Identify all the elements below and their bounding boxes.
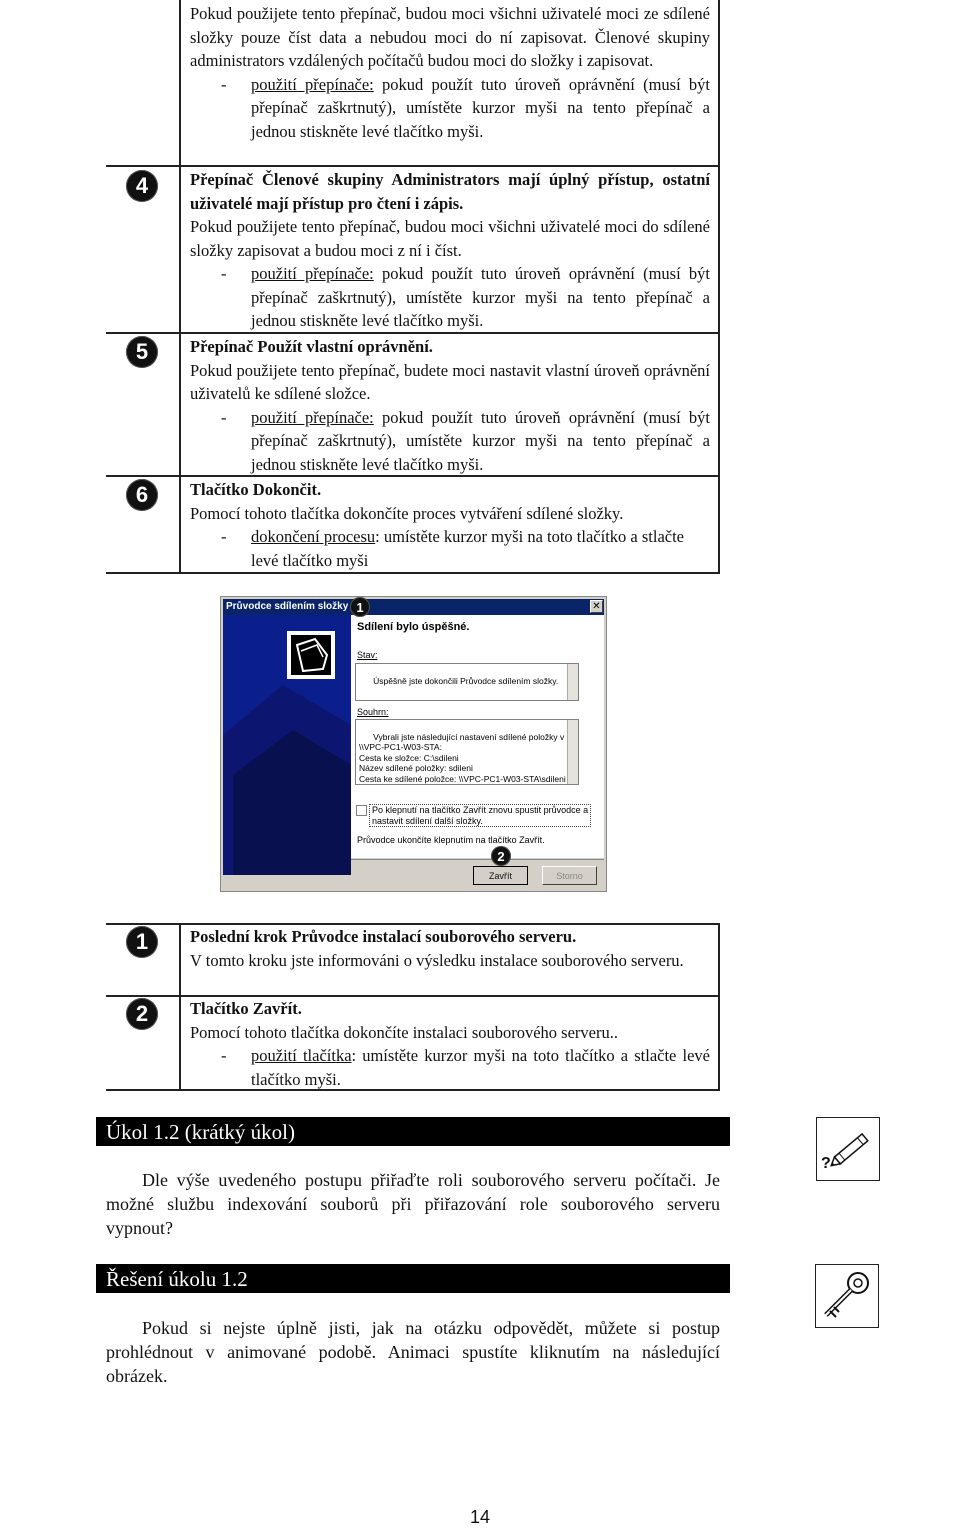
key-icon — [815, 1264, 879, 1328]
task-heading: Úkol 1.2 (krátký úkol) — [96, 1117, 730, 1146]
dialog-title-bar — [223, 599, 604, 615]
bullet-link: použití přepínače: — [251, 264, 374, 283]
table-row — [190, 2, 710, 143]
bullet-item: - použití přepínače: pokud použít tuto úroveň oprávnění (musí být přepínač zaškrtnutý), umístěte kurzor myši na tento přepínač a jednou stiskněte levé tlačítko myši. — [221, 264, 710, 330]
bullet-link: použití přepínače: — [251, 407, 374, 427]
svg-text:?: ? — [821, 1155, 831, 1172]
bullet-link: použití přepínače: — [251, 74, 374, 94]
row-title: Tlačítko Dokončit. — [190, 480, 322, 499]
bullet-item: - použití přepínače: pokud použít tuto úroveň oprávnění (musí být přepínač zaškrtnutý), umístěte kurzor myši na tento přepínač a jednou stiskněte levé tlačítko myši. — [221, 407, 710, 474]
question-pencil-icon — [816, 1117, 880, 1181]
row-title: Tlačítko Zavřít. — [190, 999, 302, 1018]
bullet-text: pokud použít tuto úroveň oprávnění (musí být přepínač zaškrtnutý), umístěte kurzor myši na tento přepínač a jednou stiskněte levé tlačítko myši. — [251, 74, 710, 141]
task-text: Dle výše uvedeného postupu přiřaďte roli souborového serveru počítači. Je možné službu indexování souborů při přiřazování role souborového serveru vypnout? — [106, 1170, 720, 1238]
wizard-content — [351, 615, 604, 858]
row-title: Přepínač Použít vlastní oprávnění. — [190, 337, 433, 356]
bullet-link: dokončení procesu — [251, 527, 376, 546]
page-number: 14 — [469, 1507, 491, 1527]
scrollbar[interactable] — [567, 720, 578, 784]
dialog-title: Průvodce sdílením složky — [226, 601, 349, 612]
marker-1-badge: 1 — [350, 597, 370, 617]
row-text: Pokud použijete tento přepínač, budou moci všichni uživatelé moci do sdílené složky zapisovat a budou moci z ní i číst. — [190, 217, 710, 260]
row-text: Pomocí tohoto tlačítka dokončíte instalaci souborového serveru.. — [190, 1022, 618, 1042]
table-row — [190, 925, 710, 972]
bullet-text: : umístěte kurzor myši na toto tlačítko a stlačte levé tlačítko myši. — [251, 1046, 710, 1089]
summary-label: Souhrn: — [357, 707, 389, 717]
wizard-footer-text: Průvodce ukončíte klepnutím na tlačítko Zavřít. — [357, 835, 545, 845]
row-title: Přepínač Členové skupiny Administrators mají úplný přístup, ostatní uživatelé mají přístup pro čtení i zápis. — [190, 170, 710, 213]
bullet-text: pokud použít tuto úroveň oprávnění (musí být přepínač zaškrtnutý), umístěte kurzor myši na tento přepínač a jednou stiskněte levé tlačítko myši. — [251, 264, 710, 330]
summary-textbox[interactable] — [355, 719, 579, 785]
table-row — [190, 997, 710, 1091]
bullet-item: - dokončení procesu: umístěte kurzor myši na toto tlačítko a stlačte levé tlačítko myši — [221, 527, 685, 570]
restart-wizard-checkbox[interactable] — [356, 805, 367, 816]
marker-2-badge: 2 — [491, 846, 511, 866]
close-button[interactable]: Zavřít — [473, 866, 528, 885]
wizard-sidebar — [223, 615, 351, 875]
step-1-badge: 1 — [126, 926, 158, 958]
table-row — [190, 168, 710, 333]
bullet-item: - použití tlačítka: umístěte kurzor myši na toto tlačítko a stlačte levé tlačítko myši. — [221, 1046, 710, 1089]
scrollbar[interactable] — [567, 664, 578, 700]
row-title: Poslední krok Průvodce instalací souborového serveru. — [190, 927, 577, 946]
checkbox-label: Po klepnutí na tlačítko Zavřít znovu spustit průvodce a nastavit sdílení další složky. — [369, 804, 591, 827]
row-text: Pokud použijete tento přepínač, budete moci nastavit vlastní úroveň oprávnění uživatelů ke sdílené složce. — [190, 360, 710, 403]
cancel-button[interactable]: Storno — [542, 866, 597, 885]
summary-text: Vybrali jste následující nastavení sdílené položky v \\VPC-PC1-W03-STA: Cesta ke složce: C:\sdileni Název sdílené položky: sdileni Cesta ke sdílené položce: \\VPC-PC1-W03-STA\sdileni — [359, 731, 566, 784]
status-textbox[interactable] — [355, 663, 579, 701]
share-wizard-screenshot[interactable] — [220, 596, 607, 892]
dialog-button-row — [351, 859, 604, 890]
status-label: Stav: — [357, 650, 378, 660]
row-text: Pomocí tohoto tlačítka dokončíte proces vytváření sdílené složky. — [190, 503, 624, 523]
table-row — [190, 335, 710, 476]
step-2-badge: 2 — [126, 998, 158, 1030]
bullet-link: použití tlačítka — [251, 1046, 352, 1065]
solution-text: Pokud si nejste úplně jisti, jak na otázku odpovědět, můžete si postup prohlédnout v animované podobě. Animaci spustíte kliknutím na následující obrázek. — [106, 1318, 720, 1386]
bullet-item: - použití přepínače: pokud použít tuto úroveň oprávnění (musí být přepínač zaškrtnutý), umístěte kurzor myši na tento přepínač a jednou stiskněte levé tlačítko myši. — [221, 74, 710, 141]
bullet-text: : umístěte kurzor myši na toto tlačítko a stlačte levé tlačítko myši — [251, 527, 685, 570]
close-icon[interactable]: ✕ — [590, 600, 603, 613]
step-6-badge: 6 — [126, 479, 158, 511]
folder-illustration — [223, 615, 351, 875]
step-4-badge: 4 — [126, 170, 158, 202]
step-5-badge: 5 — [126, 336, 158, 368]
solution-heading: Řešení úkolu 1.2 — [96, 1264, 730, 1293]
status-text: Úspěšně jste dokončili Průvodce sdílením složky. — [373, 675, 559, 686]
table-row — [190, 478, 710, 572]
wizard-heading: Sdílení bylo úspěšné. — [357, 621, 470, 633]
bullet-text: pokud použít tuto úroveň oprávnění (musí být přepínač zaškrtnutý), umístěte kurzor myši na tento přepínač a jednou stiskněte levé tlačítko myši. — [251, 407, 710, 474]
row-text: Pokud použijete tento přepínač, budou moci všichni uživatelé moci ze sdílené složky pouze číst data a nebudou moci do ní zapisovat. Členové skupiny administrators vzdálených počítačů budou moci do složky i zapisovat. — [190, 4, 710, 70]
row-text: V tomto kroku jste informováni o výsledku instalace souborového serveru. — [190, 950, 684, 970]
